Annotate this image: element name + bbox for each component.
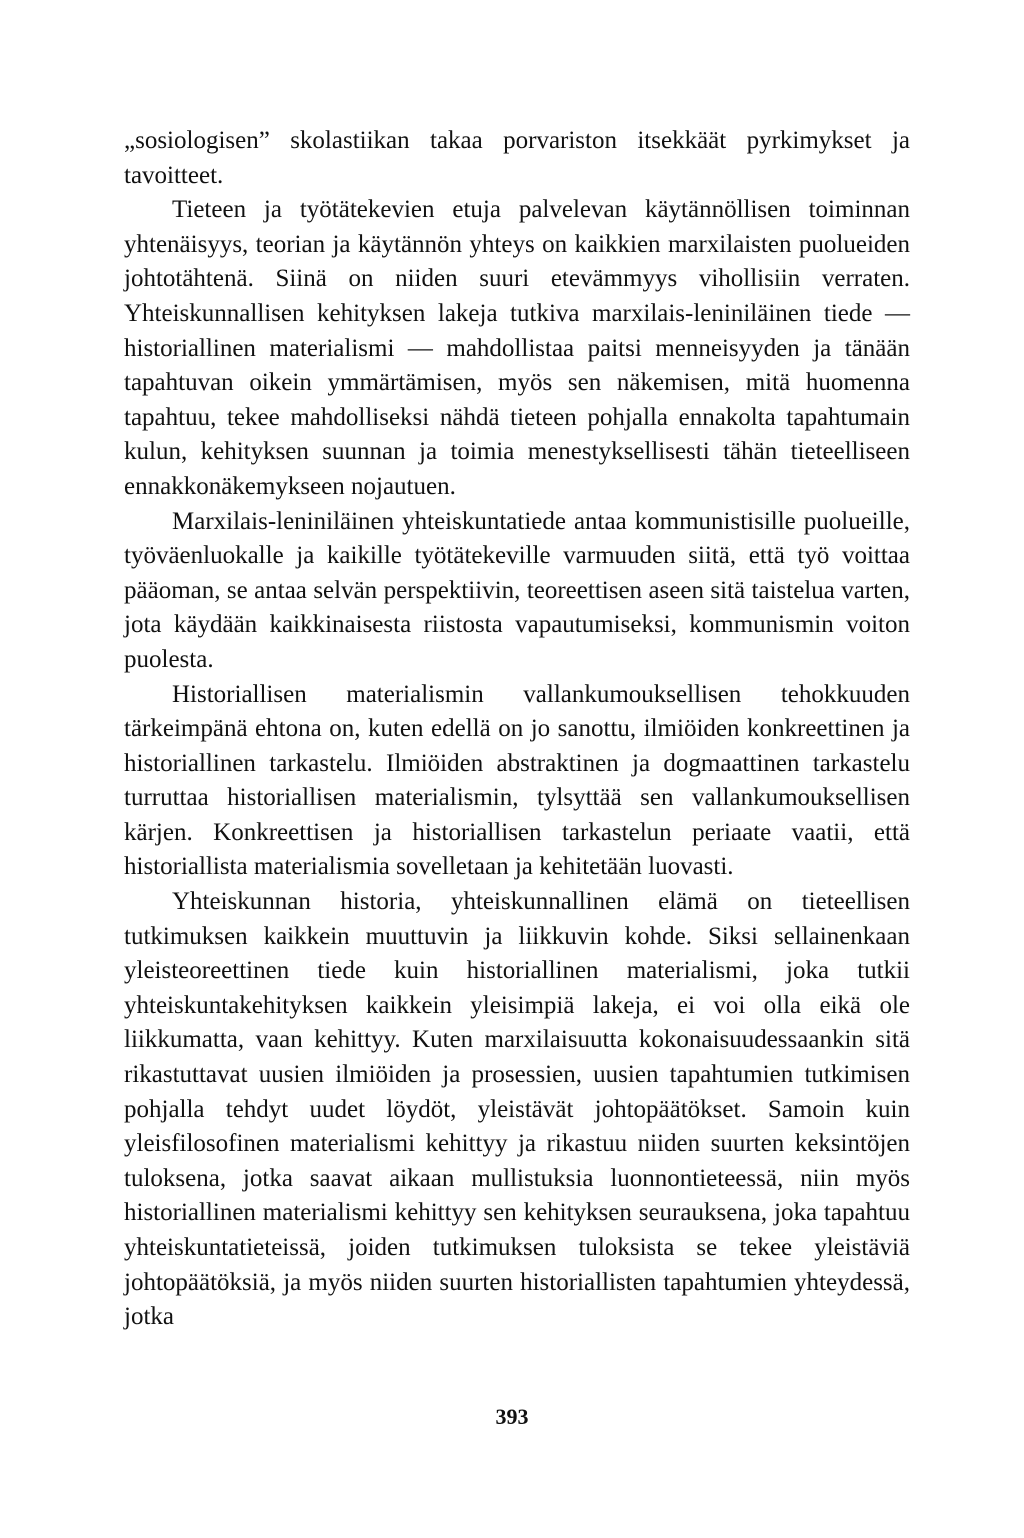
paragraph-1: „sosiologisen” skolastiikan takaa porvariston itsekkäät pyrkimykset ja tavoitteet. (124, 127, 910, 189)
body-text (124, 124, 910, 1335)
paragraph-3: Marxilais-leniniläinen yhteiskuntatiede antaa kommunistisille puolueille, työväenluokalle ja kaikille työtätekeville varmuuden siitä, että työ voittaa pääoman, se antaa selvän perspektiivin, teoreettisen aseen sitä taistelua varten, jota käydään kaikkinaisesta riistosta vapautumiseksi, kommunismin voiton puolesta. (124, 507, 910, 673)
paragraph-5: Yhteiskunnan historia, yhteiskunnallinen elämä on tieteellisen tutkimuksen kaikkein muuttuvin ja liikkuvin kohde. Siksi sellainenkaan yleisteoreettinen tiede kuin historiallinen materialismi, joka tutkii yhteiskuntakehityksen kaikkein yleisimpiä lakeja, ei voi olla eikä ole liikkumatta, vaan kehittyy. Kuten marxilaisuutta kokonaisuudessaankin sitä rikastuttavat uusien ilmiöiden ja prosessien, uusien tapahtumien tutkimisen pohjalla tehdyt uudet löydöt, yleistävät johtopäätökset. Samoin kuin yleisfilosofinen materialismi kehittyy ja rikastuu niiden suurten keksintöjen tuloksena, jotka saavat aikaan mullistuksia luonnontieteessä, niin myös historiallinen materialismi kehittyy sen kehityksen seurauksena, joka tapahtuu yhteiskuntatieteissä, joiden tutkimuksen tuloksista se tekee yleistäviä johtopäätöksiä, ja myös niiden suurten historiallisten tapahtumien yhteydessä, jotka (124, 888, 910, 1331)
page-number: 393 (495, 1404, 529, 1429)
paragraph-4: Historiallisen materialismin vallankumouksellisen tehokkuuden tärkeimpänä ehtona on, kuten edellä on jo sanottu, ilmiöiden konkreettinen ja historiallinen tarkastelu. Ilmiöiden abstraktinen ja dogmaattinen tarkastelu turruttaa historiallisen materialismin, tylsyttää sen vallankumouksellisen kärjen. Konkreettisen ja historiallisen tarkastelun periaate vaatii, että historiallista materialismia sovelletaan ja kehitetään luovasti. (124, 680, 910, 881)
paragraph-2: Tieteen ja työtätekevien etuja palvelevan käytännöllisen toiminnan yhtenäisyys, teorian ja käytännön yhteys on kaikkien marxilaisten puolueiden johtotähtenä. Siinä on niiden suuri etevämmyys vihollisiin verraten. Yhteiskunnallisen kehityksen lakeja tutkiva marxilais-leniniläinen tiede — historiallinen materialismi — mahdollistaa paitsi menneisyyden ja tänään tapahtuvan oikein ymmärtämisen, myös sen näkemisen, mitä huomenna tapahtuu, tekee mahdolliseksi nähdä tieteen pohjalla ennakolta tapahtumain kulun, kehityksen suunnan ja toimia menestyksellisesti tähän tieteelliseen ennakkonäkemykseen nojautuen. (124, 196, 910, 500)
